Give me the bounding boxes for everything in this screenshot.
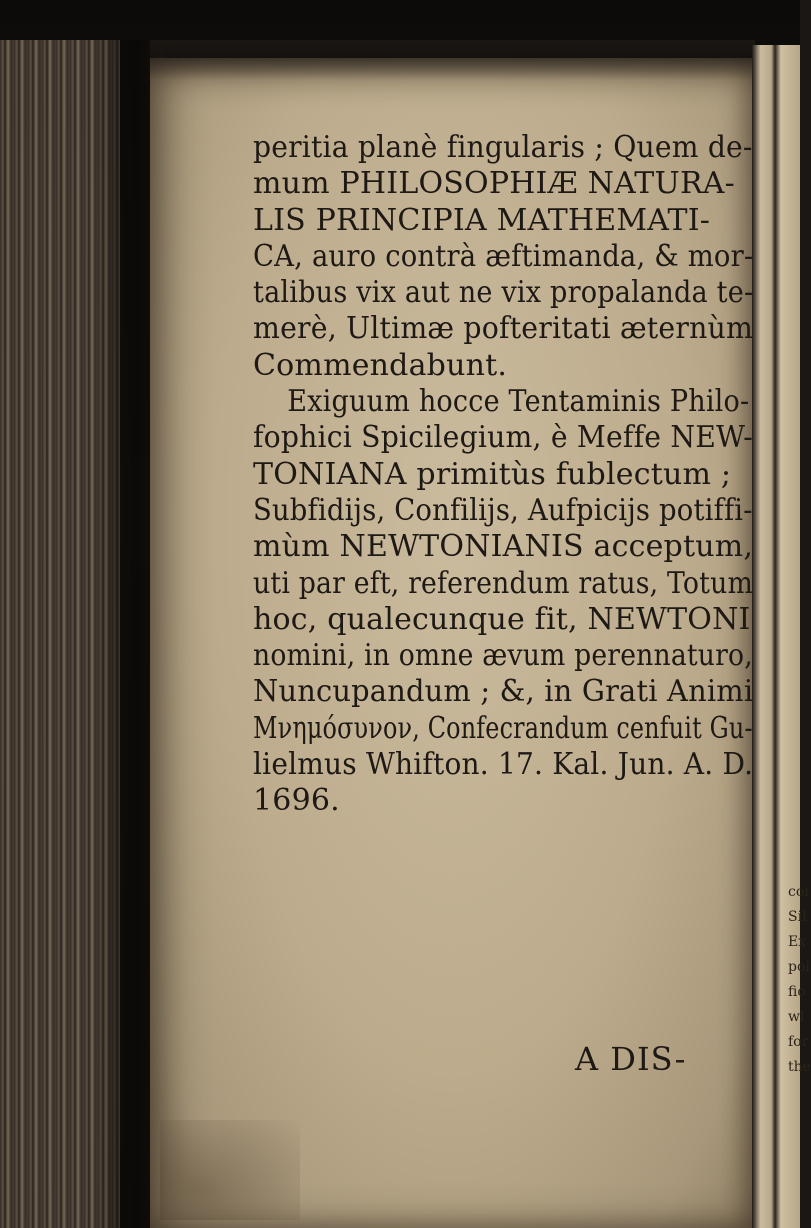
page-stain [160, 1120, 300, 1220]
page-top-shadow [150, 40, 755, 80]
text-line: fophici Spicilegium, è Meffe NEW- [253, 420, 753, 456]
text-line: nomini, in omne ævum perennaturo, [253, 638, 753, 674]
text-line: Μνημόσυνον, Confecrandum cenfuit Gu- [253, 710, 753, 746]
fragment: wl [788, 1009, 805, 1025]
text-line: CA, auro contrà æftimanda, & mor- [253, 238, 754, 274]
text-line: peritia planè fingularis ; Quem de- [253, 130, 753, 165]
fragment: Ex [788, 934, 807, 950]
fragment: the [788, 1059, 811, 1075]
text-line: Commendabunt. [253, 347, 508, 383]
page-text [253, 130, 753, 820]
text-line: hoc, qualecunque fit, NEWTONI [253, 601, 751, 637]
text-line: merè, Ultimæ pofteritati æternùm [253, 311, 754, 347]
fragment: for [788, 1034, 809, 1050]
text-line: mum PHILOSOPHIÆ NATURA- [253, 166, 735, 202]
text-line: Subfidijs, Confilijs, Aufpicijs potiffi- [253, 492, 753, 528]
fragment: Sil [788, 909, 807, 925]
text-line: LIS PRINCIPIA MATHEMATI- [253, 202, 711, 238]
text-line: uti par eft, referendum ratus, Totum [253, 565, 754, 601]
fragment: fio [788, 984, 806, 1000]
text-line: mùm NEWTONIANIS acceptum, [253, 529, 754, 565]
text-line: talibus vix aut ne vix propalanda te- [253, 275, 754, 311]
fragment: coi [788, 884, 809, 900]
text-line: 1696. [253, 783, 340, 819]
text-line: TONIANA primitùs fublectum ; [253, 456, 732, 492]
text-line: Nuncupandum ; &, in Grati Animi [253, 674, 754, 710]
catchword: A DIS- [575, 1040, 687, 1078]
adjacent-page-fragments [788, 880, 811, 1080]
text-line: Exiguum hocce Tentaminis Philo- [287, 384, 750, 420]
fragment: poi [788, 959, 810, 975]
text-line: lielmus Whifton. 17. Kal. Jun. A. D. [253, 747, 754, 783]
